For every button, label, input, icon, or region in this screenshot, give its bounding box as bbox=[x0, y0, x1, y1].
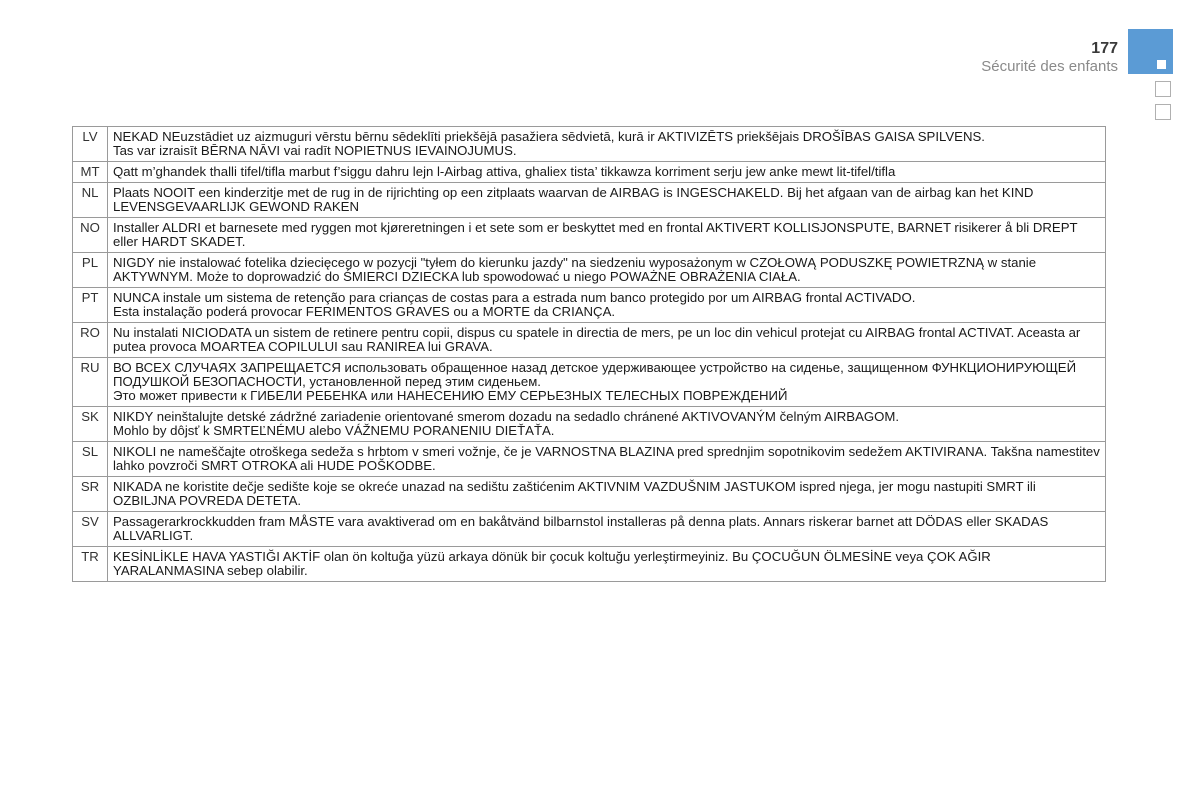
tab-marker-icon bbox=[1157, 60, 1166, 69]
warning-row bbox=[73, 358, 1106, 407]
language-code: RU bbox=[73, 358, 108, 407]
language-code: PT bbox=[73, 288, 108, 323]
warning-line: NIKDY neinštalujte detské zádržné zariadenie orientované smerom dozadu na sedadlo chránené AKTIVOVANÝM čelným AIRBAGOM. bbox=[113, 409, 900, 424]
chapter-tab[interactable] bbox=[1155, 104, 1171, 120]
warning-row bbox=[73, 127, 1106, 162]
warning-text bbox=[108, 218, 1106, 253]
warning-line: NIKADA ne koristite dečje sedište koje se okreće unazad na sedištu zaštićenim AKTIVNIM VAZDUŠNIM JASTUKOM ispred njega, jer mogu nastupiti SMRT ili OZBILJNA POVREDA DETETA. bbox=[113, 479, 1036, 508]
warning-text bbox=[108, 442, 1106, 477]
warning-row bbox=[73, 323, 1106, 358]
warning-row bbox=[73, 442, 1106, 477]
warning-row bbox=[73, 477, 1106, 512]
warning-row bbox=[73, 288, 1106, 323]
warning-line: NIGDY nie instalować fotelika dziecięcego w pozycji "tyłem do kierunku jazdy" na siedzeniu wyposażonym w CZOŁOWĄ PODUSZKĘ POWIETRZNĄ w stanie AKTYWNYM. Może to doprowadzić do ŚMIERCI DZIECKA lub spowodować u niego POWAŻNE OBRAŻENIA CIAŁA. bbox=[113, 255, 1037, 284]
warning-row bbox=[73, 407, 1106, 442]
warning-text bbox=[108, 323, 1106, 358]
warning-line: Plaats NOOIT een kinderzitje met de rug in de rijrichting op een zitplaats waarvan de AIRBAG is INGESCHAKELD. Bij het afgaan van de airbag kan het KIND LEVENSGEVAARLIJK GEWOND RAKEN bbox=[113, 185, 1034, 214]
warning-text bbox=[108, 512, 1106, 547]
language-code: SR bbox=[73, 477, 108, 512]
warning-line: NUNCA instale um sistema de retenção para crianças de costas para a estrada num banco protegido por um AIRBAG frontal ACTIVADO. bbox=[113, 290, 916, 305]
warning-text bbox=[108, 253, 1106, 288]
warning-line: Tas var izraisīt BĒRNA NĀVI vai radīt NOPIETNUS IEVAINOJUMUS. bbox=[113, 143, 517, 158]
warning-line: Mohlo by dôjsť k SMRTEĽNÉMU alebo VÁŽNEMU PORANENIU DIEŤAŤA. bbox=[113, 423, 555, 438]
warning-text bbox=[108, 162, 1106, 183]
warning-text bbox=[108, 288, 1106, 323]
warning-line: Qatt m’ghandek thalli tifel/tifla marbut f’siggu dahru lejn l-Airbag attiva, ghaliex tista’ tikkawza korriment serju jew anke mewt lit-tifel/tifla bbox=[113, 164, 896, 179]
warning-line: ВО ВСЕХ СЛУЧАЯХ ЗАПРЕЩАЕТСЯ использовать обращенное назад детское удерживающее устройство на сиденье, защищенном ФУНКЦИОНИРУЮЩЕЙ ПОДУШКОЙ БЕЗОПАСНОСТИ, установленной перед этим сиденьем. bbox=[113, 360, 1077, 389]
language-code: PL bbox=[73, 253, 108, 288]
page-number: 177 bbox=[1091, 40, 1118, 57]
warning-text bbox=[108, 547, 1106, 582]
warning-line: NIKOLI ne nameščajte otroškega sedeža s hrbtom v smeri vožnje, če je VARNOSTNA BLAZINA pred sprednjim sopotnikovim sedežem AKTIVIRANA. Takšna namestitev lahko povzroči SMRT OTROKA ali HUDE POŠKODBE. bbox=[113, 444, 1100, 473]
language-code: LV bbox=[73, 127, 108, 162]
warning-text bbox=[108, 358, 1106, 407]
warning-text bbox=[108, 127, 1106, 162]
language-code: NL bbox=[73, 183, 108, 218]
warning-line: Passagerarkrockkudden fram MÅSTE vara avaktiverad om en bakåtvänd bilbarnstol installeras på denna plats. Annars riskerar barnet att DÖDAS eller SKADAS ALLVARLIGT. bbox=[113, 514, 1049, 543]
language-code: SK bbox=[73, 407, 108, 442]
section-title: Sécurité des enfants bbox=[981, 58, 1118, 75]
warning-row bbox=[73, 512, 1106, 547]
warning-text bbox=[108, 183, 1106, 218]
language-code: SL bbox=[73, 442, 108, 477]
warning-row bbox=[73, 547, 1106, 582]
language-code: TR bbox=[73, 547, 108, 582]
warning-row bbox=[73, 218, 1106, 253]
warning-table bbox=[72, 126, 1106, 582]
language-code: MT bbox=[73, 162, 108, 183]
chapter-tab[interactable] bbox=[1155, 81, 1171, 97]
warning-text bbox=[108, 407, 1106, 442]
warning-row bbox=[73, 162, 1106, 183]
language-code: NO bbox=[73, 218, 108, 253]
warning-text bbox=[108, 477, 1106, 512]
language-code: SV bbox=[73, 512, 108, 547]
warning-row bbox=[73, 183, 1106, 218]
warning-row bbox=[73, 253, 1106, 288]
language-code: RO bbox=[73, 323, 108, 358]
warning-line: Nu instalati NICIODATA un sistem de retinere pentru copii, dispus cu spatele in directia de mers, pe un loc din vehicul protejat cu AIRBAG frontal ACTIVAT. Aceasta ar putea provoca MOARTEA COPILULUI sau RANIREA lui GRAVA. bbox=[113, 325, 1081, 354]
warning-line: Esta instalação poderá provocar FERIMENTOS GRAVES ou a MORTE da CRIANÇA. bbox=[113, 304, 616, 319]
active-chapter-tab[interactable] bbox=[1128, 29, 1173, 74]
warning-line: KESİNLİKLE HAVA YASTIĞI AKTİF olan ön koltuğa yüzü arkaya dönük bir çocuk koltuğu yerleştirmeyiniz. Bu ÇOCUĞUN ÖLMESİNE veya ÇOK AĞIR YARALANMASINA sebep olabilir. bbox=[113, 549, 991, 578]
warning-line: Это может привести к ГИБЕЛИ РЕБЕНКА или НАНЕСЕНИЮ ЕМУ СЕРЬЕЗНЫХ ТЕЛЕСНЫХ ПОВРЕЖДЕНИЙ bbox=[113, 388, 788, 403]
warning-line: NEKAD NEuzstādiet uz aizmuguri vērstu bērnu sēdeklīti priekšējā pasažiera sēdvietā, kurā ir AKTIVIZĒTS priekšējais DROŠĪBAS GAISA SPILVENS. bbox=[113, 129, 985, 144]
warning-line: Installer ALDRI et barnesete med ryggen mot kjøreretningen i et sete som er beskyttet med en frontal AKTIVERT KOLLISJONSPUTE, BARNET risikerer å bli DREPT eller HARDT SKADET. bbox=[113, 220, 1078, 249]
